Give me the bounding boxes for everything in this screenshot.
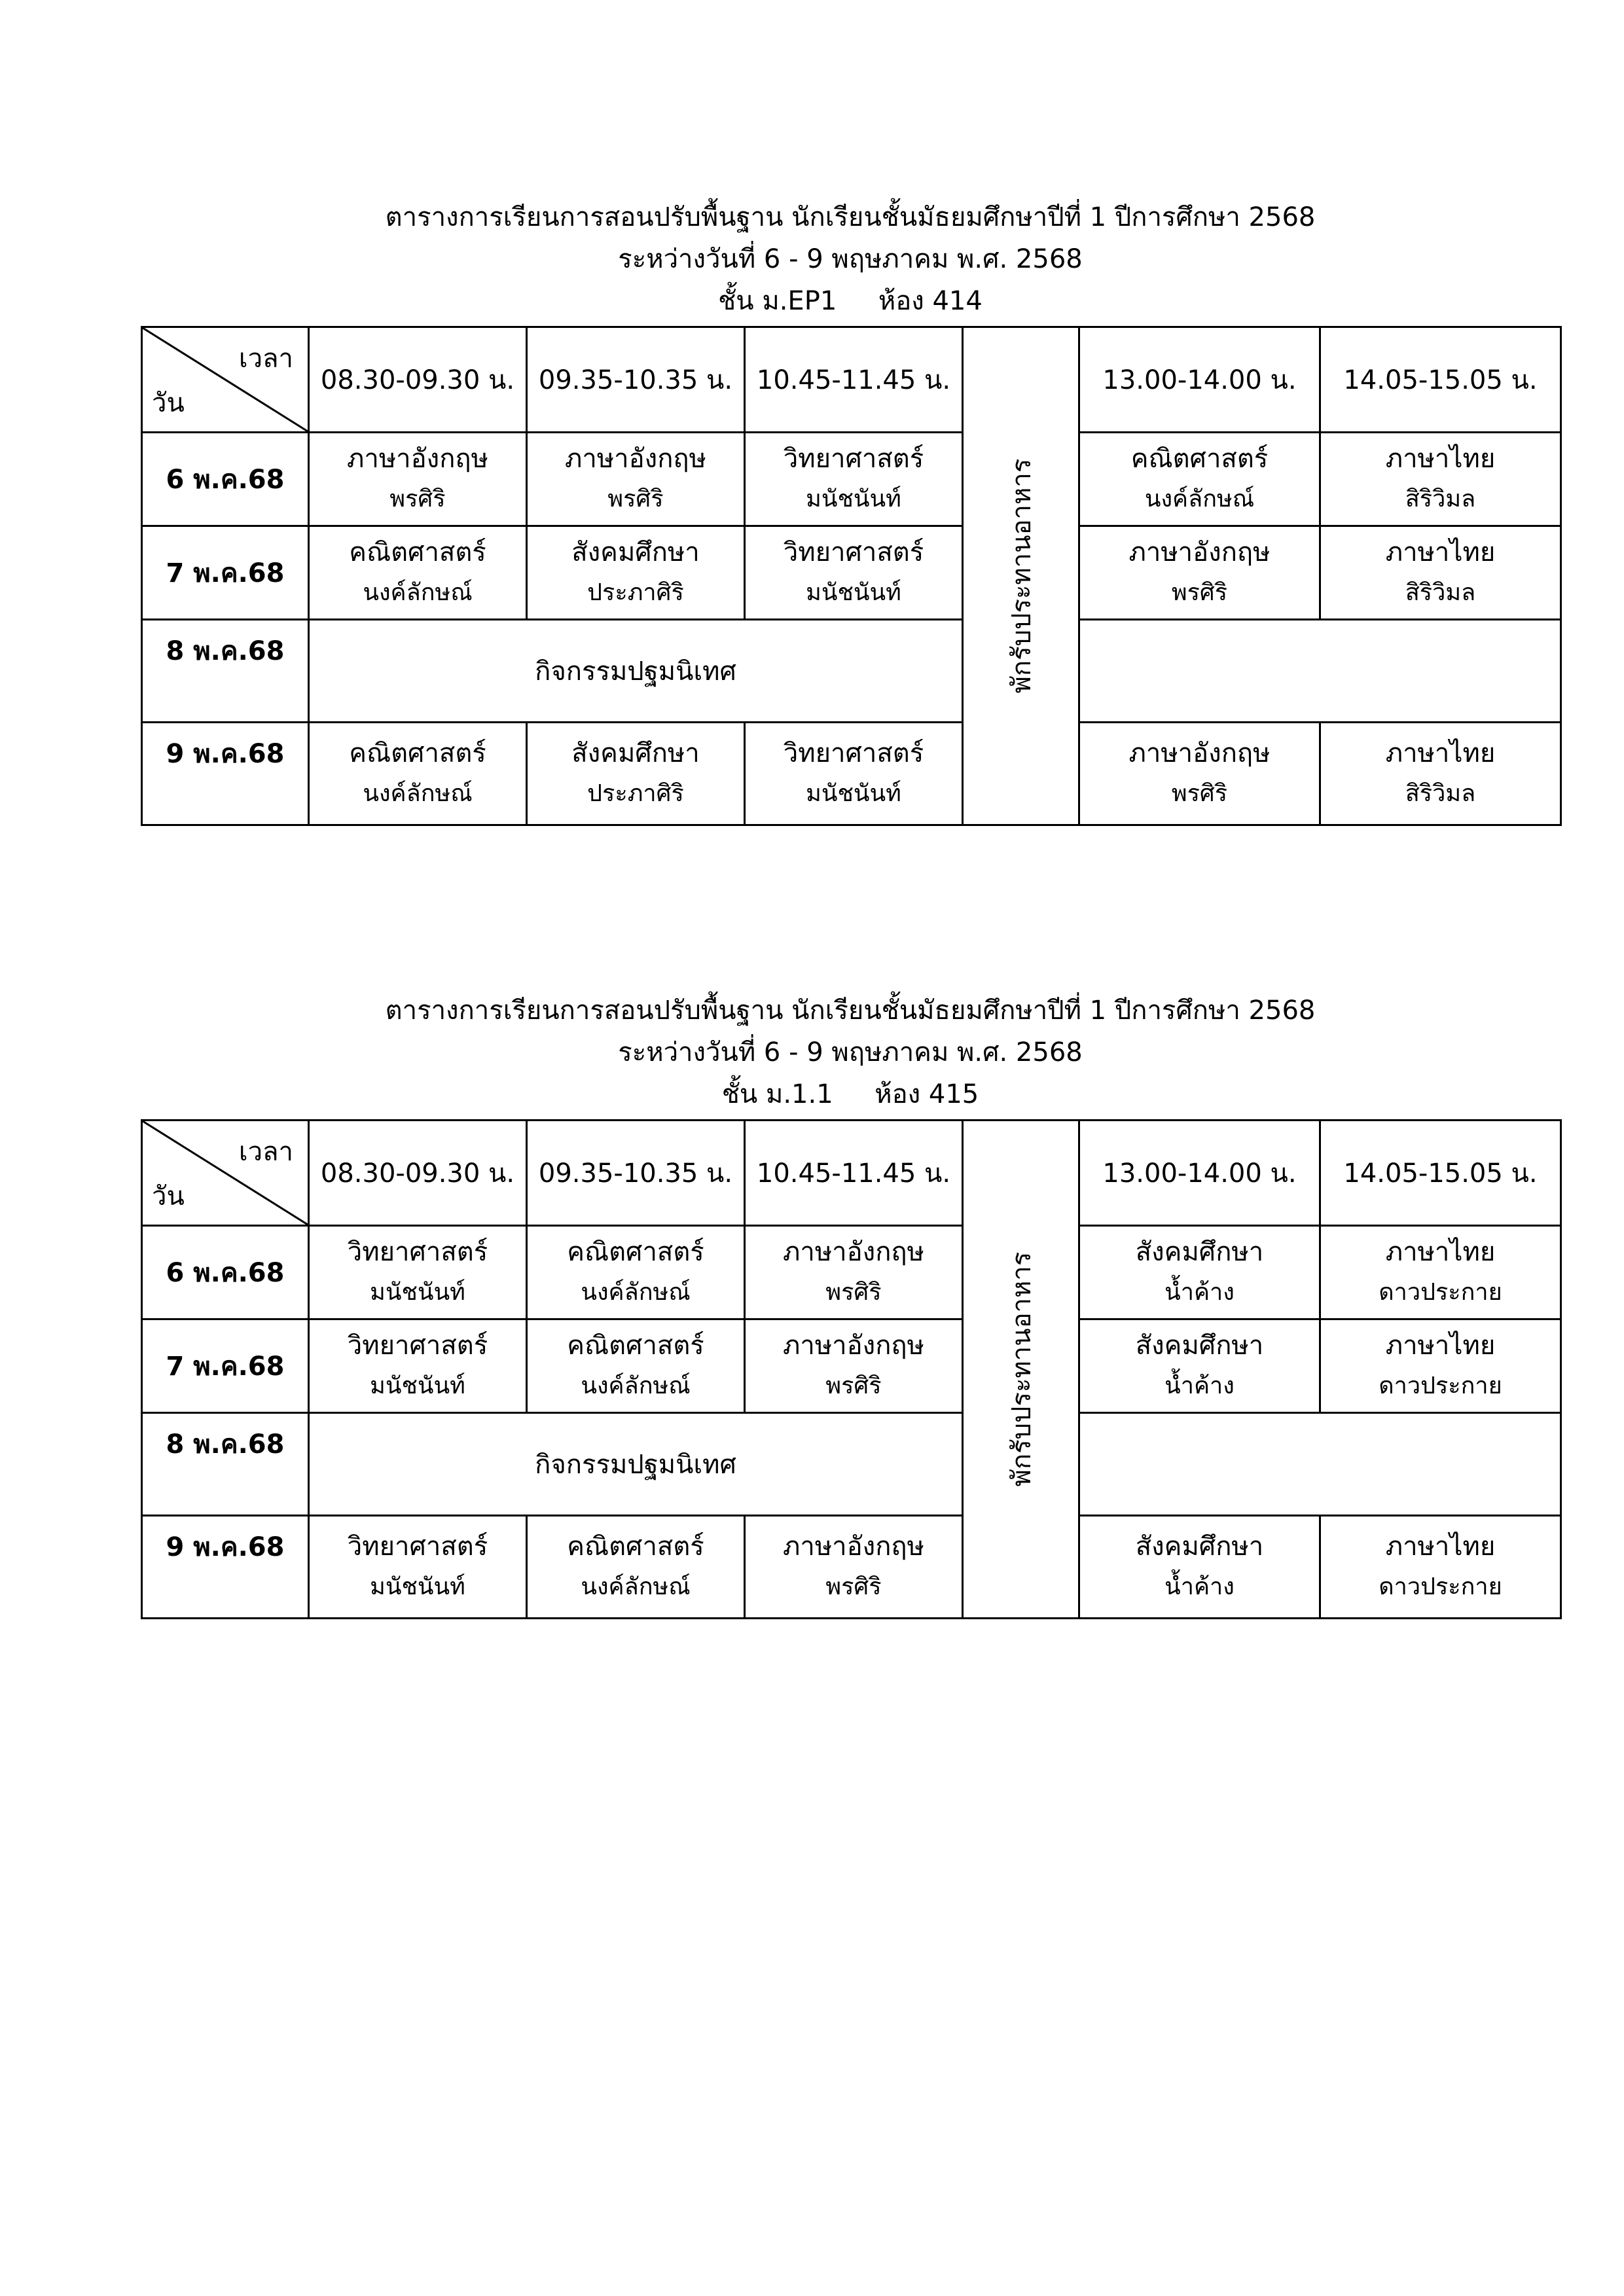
class-cell xyxy=(309,1319,527,1413)
lunch-break-column xyxy=(963,1121,1079,1619)
subject: คณิตศาสตร์ xyxy=(349,738,486,768)
subject: ภาษาไทย xyxy=(1385,1331,1496,1361)
day-label: 9 พ.ค.68 xyxy=(142,1516,309,1619)
title-line-3: ชั้น ม.1.1 ห้อง 415 xyxy=(721,1079,979,1109)
period-header: 08.30-09.30 น. xyxy=(309,327,527,433)
class-cell xyxy=(309,723,527,825)
subject: ภาษาอังกฤษ xyxy=(782,1331,924,1361)
class-cell xyxy=(527,526,745,620)
subject: วิทยาศาสตร์ xyxy=(783,738,924,768)
teacher: พรศิริ xyxy=(825,1372,882,1399)
subject: คณิตศาสตร์ xyxy=(1130,444,1269,474)
lunch-break-label: พักรับประทานอาหาร xyxy=(1006,458,1037,694)
teacher: มนัชนันท์ xyxy=(806,486,901,512)
class-cell xyxy=(745,433,963,526)
day-label: 6 พ.ค.68 xyxy=(142,1226,309,1319)
schedule-title xyxy=(141,196,1560,322)
subject: ภาษาไทย xyxy=(1385,537,1496,567)
class-cell xyxy=(1079,723,1320,825)
class-cell xyxy=(527,1319,745,1413)
teacher: มนัชนันท์ xyxy=(370,1372,465,1399)
teacher: ดาวประกาย xyxy=(1379,1573,1502,1600)
teacher: สิริวิมล xyxy=(1405,486,1476,512)
teacher: พรศิริ xyxy=(825,1279,882,1306)
teacher: นงค์ลักษณ์ xyxy=(581,1279,691,1306)
class-cell xyxy=(745,1226,963,1319)
teacher: นงค์ลักษณ์ xyxy=(581,1372,691,1399)
corner-cell xyxy=(142,1121,309,1226)
teacher: มนัชนันท์ xyxy=(806,780,901,807)
subject: สังคมศึกษา xyxy=(1135,1532,1264,1562)
class-cell xyxy=(1320,526,1561,620)
orientation-activity-cell: กิจกรรมปฐมนิเทศ xyxy=(309,620,963,723)
subject: ภาษาอังกฤษ xyxy=(564,444,706,474)
period-header: 13.00-14.00 น. xyxy=(1079,1121,1320,1226)
class-cell xyxy=(745,526,963,620)
teacher: มนัชนันท์ xyxy=(370,1573,465,1600)
subject: ภาษาไทย xyxy=(1385,444,1496,474)
teacher: น้ำค้าง xyxy=(1164,1279,1235,1306)
day-label: 8 พ.ค.68 xyxy=(142,1413,309,1516)
subject: คณิตศาสตร์ xyxy=(349,537,486,567)
empty-afternoon-cell xyxy=(1079,1413,1561,1516)
day-row xyxy=(142,1413,1561,1516)
day-row xyxy=(142,1226,1561,1319)
schedule-table xyxy=(141,326,1562,826)
subject: สังคมศึกษา xyxy=(1135,1331,1264,1361)
teacher: ดาวประกาย xyxy=(1379,1372,1502,1399)
day-label: 7 พ.ค.68 xyxy=(142,526,309,620)
period-header: 13.00-14.00 น. xyxy=(1079,327,1320,433)
period-header: 10.45-11.45 น. xyxy=(745,327,963,433)
title-line-1: ตารางการเรียนการสอนปรับพื้นฐาน นักเรียนชั้นมัธยมศึกษาปีที่ 1 ปีการศึกษา 2568 xyxy=(385,202,1316,232)
class-cell xyxy=(1079,1516,1320,1619)
day-row xyxy=(142,723,1561,825)
subject: ภาษาอังกฤษ xyxy=(346,444,488,474)
day-label: 7 พ.ค.68 xyxy=(142,1319,309,1413)
class-cell xyxy=(527,1516,745,1619)
period-header: 09.35-10.35 น. xyxy=(527,1121,745,1226)
title-line-3: ชั้น ม.EP1 ห้อง 414 xyxy=(718,286,983,316)
subject: วิทยาศาสตร์ xyxy=(783,537,924,567)
subject: ภาษาไทย xyxy=(1385,738,1496,768)
schedule-title xyxy=(141,990,1560,1115)
day-row xyxy=(142,1319,1561,1413)
class-cell xyxy=(745,1516,963,1619)
day-label: 6 พ.ค.68 xyxy=(142,433,309,526)
subject: สังคมศึกษา xyxy=(571,738,700,768)
subject: วิทยาศาสตร์ xyxy=(347,1331,488,1361)
subject: ภาษาไทย xyxy=(1385,1532,1496,1562)
subject: วิทยาศาสตร์ xyxy=(783,444,924,474)
subject: ภาษาอังกฤษ xyxy=(1128,537,1271,567)
teacher: นงค์ลักษณ์ xyxy=(581,1573,691,1600)
subject: ภาษาไทย xyxy=(1385,1237,1496,1267)
header-row xyxy=(142,1121,1561,1226)
subject: คณิตศาสตร์ xyxy=(567,1237,704,1267)
class-cell xyxy=(1320,1226,1561,1319)
subject: คณิตศาสตร์ xyxy=(567,1532,704,1562)
lunch-break-column xyxy=(963,327,1079,825)
subject: สังคมศึกษา xyxy=(571,537,700,567)
class-cell xyxy=(527,1226,745,1319)
corner-day-label: วัน xyxy=(152,388,185,418)
teacher: ประภาศิริ xyxy=(587,780,684,807)
schedule-block xyxy=(141,196,1560,826)
class-cell xyxy=(1320,1516,1561,1619)
corner-day-label: วัน xyxy=(152,1181,185,1211)
title-line-2: ระหว่างวันที่ 6 - 9 พฤษภาคม พ.ศ. 2568 xyxy=(618,1037,1083,1067)
class-cell xyxy=(745,1319,963,1413)
class-cell xyxy=(309,1226,527,1319)
class-cell xyxy=(1079,1319,1320,1413)
teacher: พรศิริ xyxy=(389,486,446,512)
teacher: ประภาศิริ xyxy=(587,579,684,606)
teacher: พรศิริ xyxy=(607,486,664,512)
subject: วิทยาศาสตร์ xyxy=(347,1532,488,1562)
teacher: มนัชนันท์ xyxy=(806,579,901,606)
class-cell xyxy=(1079,433,1320,526)
subject: คณิตศาสตร์ xyxy=(567,1331,704,1361)
teacher: พรศิริ xyxy=(825,1573,882,1600)
teacher: นงค์ลักษณ์ xyxy=(363,780,473,807)
teacher: มนัชนันท์ xyxy=(370,1279,465,1306)
header-row xyxy=(142,327,1561,433)
teacher: น้ำค้าง xyxy=(1164,1573,1235,1600)
day-row xyxy=(142,433,1561,526)
class-cell xyxy=(1320,1319,1561,1413)
period-header: 10.45-11.45 น. xyxy=(745,1121,963,1226)
corner-time-label: เวลา xyxy=(238,1137,293,1167)
day-row xyxy=(142,1516,1561,1619)
class-cell xyxy=(1320,723,1561,825)
teacher: พรศิริ xyxy=(1171,579,1228,606)
class-cell xyxy=(527,433,745,526)
period-header: 08.30-09.30 น. xyxy=(309,1121,527,1226)
subject: สังคมศึกษา xyxy=(1135,1237,1264,1267)
lunch-break-label: พักรับประทานอาหาร xyxy=(1006,1251,1037,1487)
class-cell xyxy=(745,723,963,825)
class-cell xyxy=(309,526,527,620)
teacher: ดาวประกาย xyxy=(1379,1279,1502,1306)
teacher: นงค์ลักษณ์ xyxy=(363,579,473,606)
class-cell xyxy=(1079,1226,1320,1319)
class-cell xyxy=(309,433,527,526)
corner-time-label: เวลา xyxy=(238,344,293,374)
corner-cell xyxy=(142,327,309,433)
subject: ภาษาอังกฤษ xyxy=(1128,738,1271,768)
empty-afternoon-cell xyxy=(1079,620,1561,723)
period-header: 09.35-10.35 น. xyxy=(527,327,745,433)
class-cell xyxy=(309,1516,527,1619)
subject: ภาษาอังกฤษ xyxy=(782,1237,924,1267)
title-line-1: ตารางการเรียนการสอนปรับพื้นฐาน นักเรียนชั้นมัธยมศึกษาปีที่ 1 ปีการศึกษา 2568 xyxy=(385,996,1316,1026)
day-row xyxy=(142,526,1561,620)
day-label: 9 พ.ค.68 xyxy=(142,723,309,825)
period-header: 14.05-15.05 น. xyxy=(1320,327,1561,433)
title-line-2: ระหว่างวันที่ 6 - 9 พฤษภาคม พ.ศ. 2568 xyxy=(618,244,1083,274)
class-cell xyxy=(527,723,745,825)
teacher: พรศิริ xyxy=(1171,780,1228,807)
subject: วิทยาศาสตร์ xyxy=(347,1237,488,1267)
day-row xyxy=(142,620,1561,723)
teacher: นงค์ลักษณ์ xyxy=(1144,486,1255,512)
orientation-activity-cell: กิจกรรมปฐมนิเทศ xyxy=(309,1413,963,1516)
day-label: 8 พ.ค.68 xyxy=(142,620,309,723)
teacher: สิริวิมล xyxy=(1405,780,1476,807)
class-cell xyxy=(1320,433,1561,526)
schedule-block xyxy=(141,990,1560,1619)
teacher: สิริวิมล xyxy=(1405,579,1476,606)
period-header: 14.05-15.05 น. xyxy=(1320,1121,1561,1226)
teacher: น้ำค้าง xyxy=(1164,1372,1235,1399)
schedule-table xyxy=(141,1119,1562,1619)
class-cell xyxy=(1079,526,1320,620)
subject: ภาษาอังกฤษ xyxy=(782,1532,924,1562)
